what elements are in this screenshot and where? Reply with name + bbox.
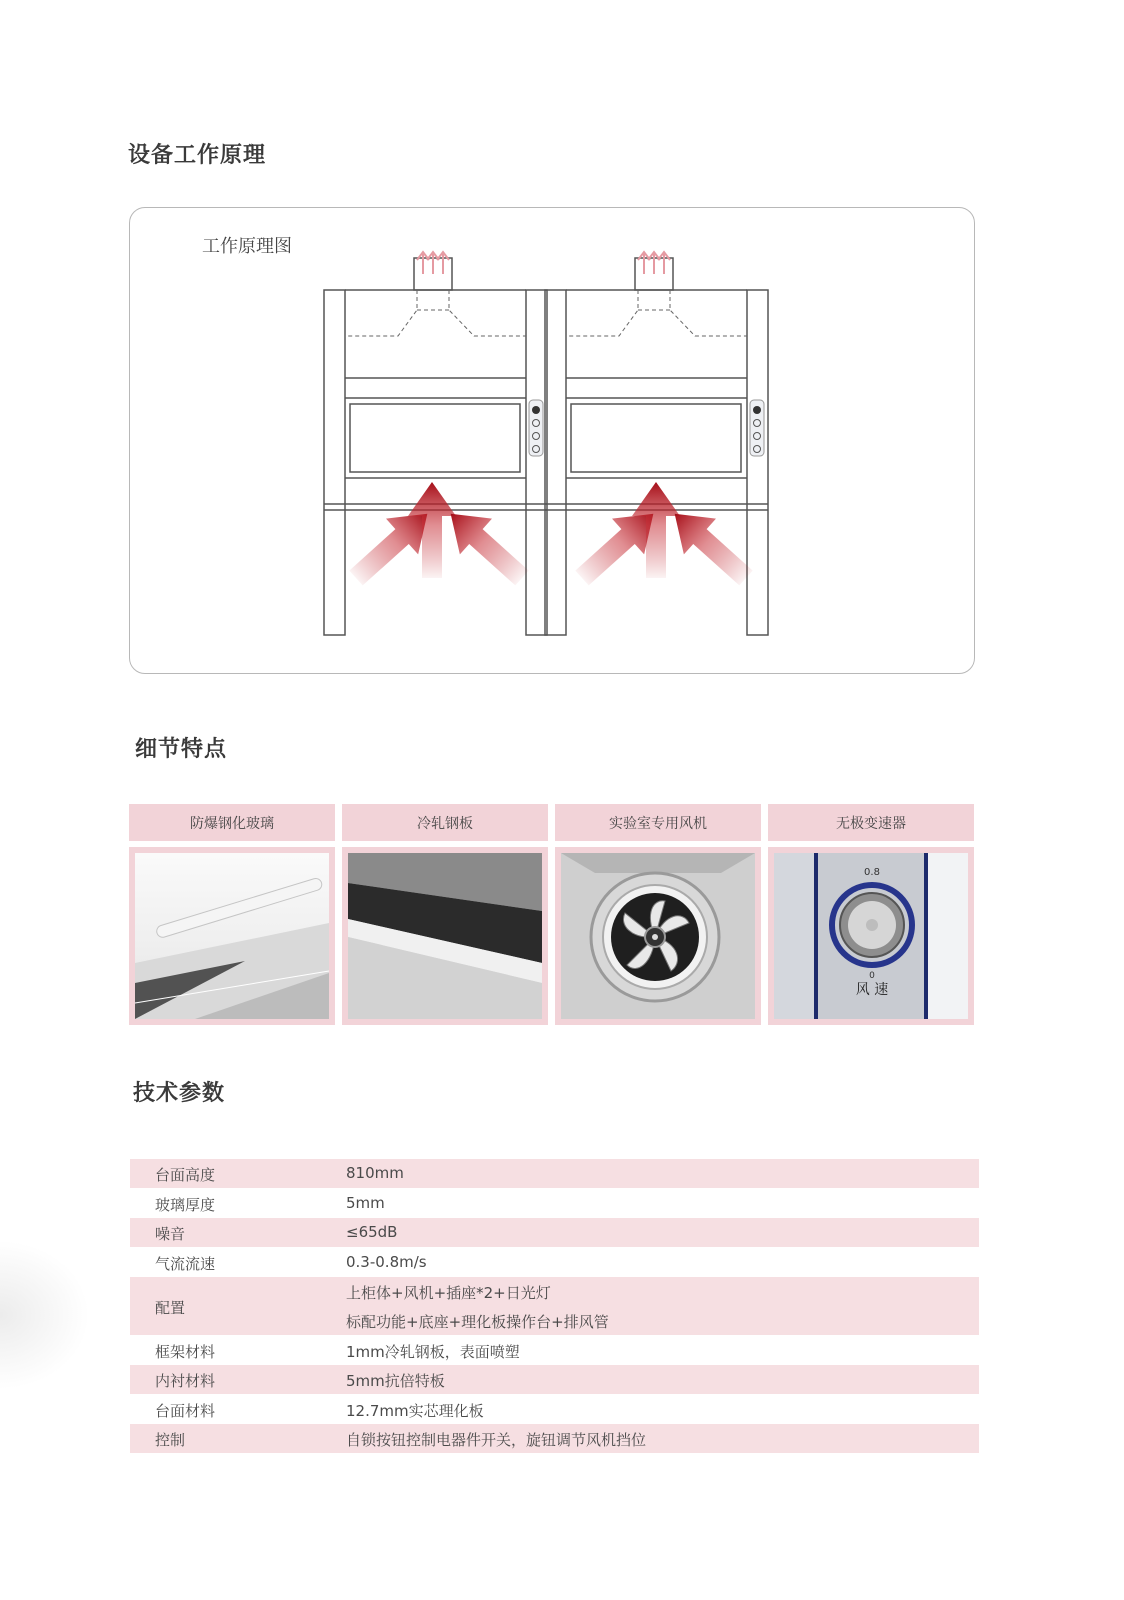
spec-table: [130, 1159, 979, 1453]
spec-row: [130, 1365, 979, 1394]
feature-photo-steel: [342, 847, 548, 1025]
spec-value: 0.3-0.8m/s: [346, 1253, 427, 1271]
principle-diagram: [129, 207, 975, 674]
spec-key: 内衬材料: [155, 1372, 216, 1390]
dial-min-label: 0: [869, 971, 875, 981]
spec-value: 5mm: [346, 1194, 385, 1212]
spec-row: [130, 1159, 979, 1188]
spec-key: 配置: [155, 1299, 186, 1317]
feature-label-speed-controller: 无极变速器: [768, 804, 974, 841]
spec-key: 控制: [155, 1431, 186, 1449]
feature-photo-glass: [129, 847, 335, 1025]
section-title-details: 细节特点: [135, 737, 228, 762]
spec-value: 1mm冷轧钢板，表面喷塑: [346, 1343, 520, 1361]
section-title-principle: 设备工作原理: [128, 143, 267, 168]
feature-label-steel: 冷轧钢板: [342, 804, 548, 841]
dial-max-label: 0.8: [864, 867, 880, 878]
spec-value: 810mm: [346, 1164, 404, 1182]
spec-key: 玻璃厚度: [155, 1196, 216, 1214]
spec-row: [130, 1335, 979, 1365]
spec-row: [130, 1394, 979, 1424]
fume-hood-diagram: [130, 208, 976, 675]
spec-value-line2: 标配功能+底座+理化板操作台+排风管: [346, 1313, 609, 1331]
feature-photo-speed-controller: [768, 847, 974, 1025]
spec-value: 12.7mm实芯理化板: [346, 1402, 484, 1420]
feature-label-fan: 实验室专用风机: [555, 804, 761, 841]
spec-row: [130, 1247, 979, 1277]
spec-key: 框架材料: [155, 1343, 216, 1361]
section-title-specs: 技术参数: [133, 1081, 226, 1106]
spec-key: 台面材料: [155, 1402, 216, 1420]
spec-row: [130, 1277, 979, 1335]
feature-photo-fan: [555, 847, 761, 1025]
feature-label-glass: 防爆钢化玻璃: [129, 804, 335, 841]
spec-value: 自锁按钮控制电器件开关，旋钮调节风机挡位: [346, 1431, 647, 1449]
spec-value: 5mm抗倍特板: [346, 1372, 445, 1390]
dial-text: 风 速: [855, 982, 889, 998]
spec-row: [130, 1218, 979, 1247]
spec-row: [130, 1188, 979, 1218]
diagram-label: 工作原理图: [202, 236, 292, 257]
spec-row: [130, 1424, 979, 1453]
spec-value: 上柜体+风机+插座*2+日光灯: [346, 1284, 551, 1302]
decorative-glow: [0, 1240, 90, 1390]
spec-key: 台面高度: [155, 1166, 216, 1184]
spec-value: ≤65dB: [346, 1223, 398, 1241]
spec-key: 气流流速: [155, 1255, 216, 1273]
spec-key: 噪音: [155, 1225, 186, 1243]
